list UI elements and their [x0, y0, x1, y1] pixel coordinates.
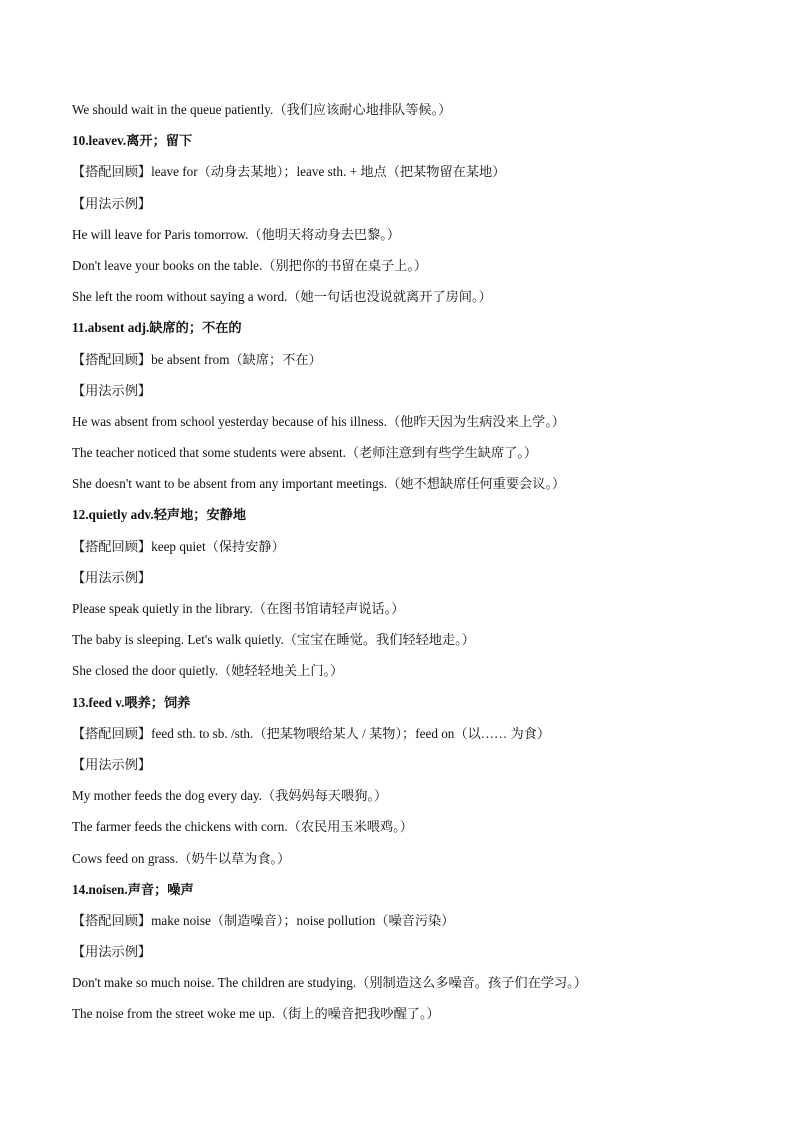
- word-heading-noise: 14.noisen.声音；噪声: [72, 881, 194, 897]
- document-page: [72, 97, 732, 1033]
- example-sentence: We should wait in the queue patiently.（我们应该耐心地排队等候。）: [72, 102, 452, 117]
- example-sentence: Don't leave your books on the table.（别把你的书留在桌子上。）: [72, 257, 428, 273]
- example-sentence: The teacher noticed that some students were absent.（老师注意到有些学生缺席了。）: [72, 445, 538, 461]
- example-sentence: Please speak quietly in the library.（在图书馆请轻声说话。）: [72, 601, 405, 616]
- collocation-review: 【搭配回顾】make noise（制造噪音）；noise pollution（噪音污染）: [72, 912, 455, 928]
- usage-examples-label: 【用法示例】: [72, 944, 152, 960]
- example-sentence: She closed the door quietly.（她轻轻地关上门。）: [72, 663, 344, 679]
- example-sentence: She doesn't want to be absent from any important meetings.（她不想缺席任何重要会议。）: [72, 476, 566, 492]
- example-sentence: The noise from the street woke me up.（街上的噪音把我吵醒了。）: [72, 1006, 440, 1022]
- word-heading-quietly: 12.quietly adv.轻声地；安静地: [72, 507, 247, 523]
- example-sentence: Cows feed on grass.（奶牛以草为食。）: [72, 850, 291, 866]
- example-sentence: Don't make so much noise. The children are studying.（别制造这么多噪音。孩子们在学习。）: [72, 975, 587, 991]
- collocation-review: 【搭配回顾】feed sth. to sb. /sth.（把某物喂给某人 / 某物）；feed on（以…… 为食）: [72, 725, 551, 741]
- usage-examples-label: 【用法示例】: [72, 756, 152, 772]
- example-sentence: He was absent from school yesterday because of his illness.（他昨天因为生病没来上学。）: [72, 413, 565, 429]
- example-sentence: He will leave for Paris tomorrow.（他明天将动身去巴黎。）: [72, 226, 401, 242]
- example-sentence: The farmer feeds the chickens with corn.（农民用玉米喂鸡。）: [72, 819, 413, 835]
- example-sentence: My mother feeds the dog every day.（我妈妈每天喂狗。）: [72, 788, 388, 804]
- collocation-review: 【搭配回顾】be absent from（缺席；不在）: [72, 351, 322, 367]
- example-sentence: She left the room without saying a word.（她一句话也没说就离开了房间。）: [72, 289, 492, 305]
- usage-examples-label: 【用法示例】: [72, 195, 152, 211]
- word-heading-absent: 11.absent adj.缺席的；不在的: [72, 320, 242, 336]
- word-heading-feed: 13.feed v.喂养；饲养: [72, 694, 191, 710]
- usage-examples-label: 【用法示例】: [72, 382, 152, 398]
- usage-examples-label: 【用法示例】: [72, 569, 152, 585]
- word-heading-leave: 10.leavev.离开；留下: [72, 133, 193, 149]
- collocation-review: 【搭配回顾】keep quiet（保持安静）: [72, 538, 285, 554]
- example-sentence: The baby is sleeping. Let's walk quietly.（宝宝在睡觉。我们轻轻地走。）: [72, 632, 475, 648]
- collocation-review: 【搭配回顾】leave for（动身去某地）；leave sth. + 地点（把某物留在某地）: [72, 164, 506, 180]
